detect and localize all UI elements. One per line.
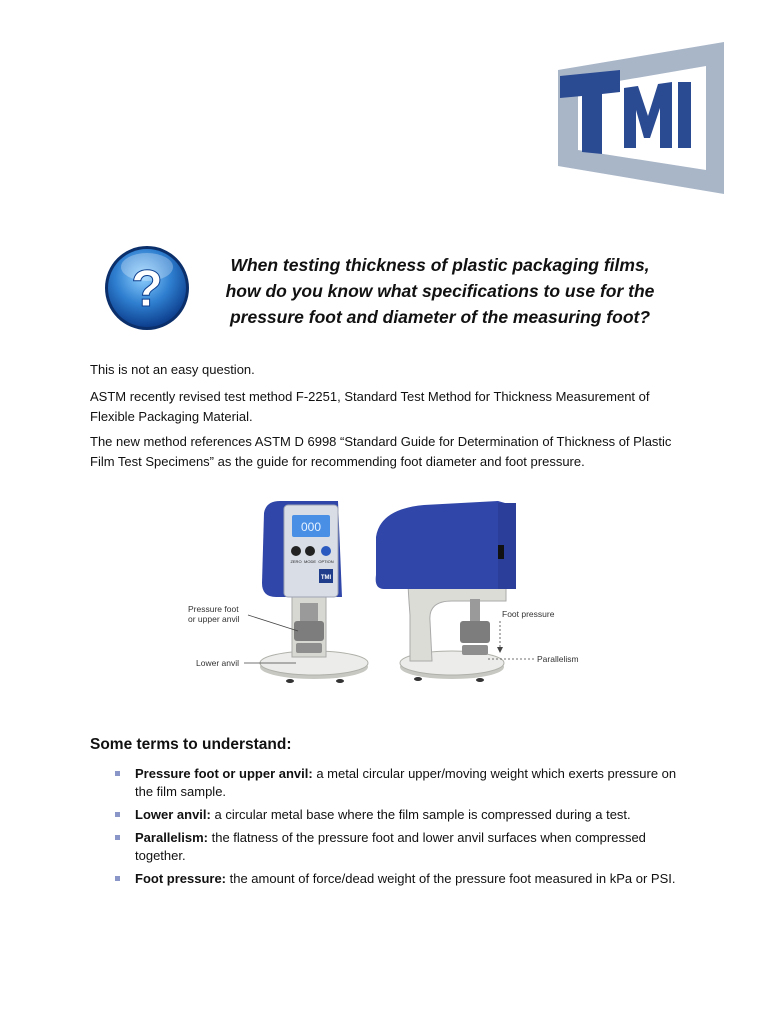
logo-text: TMI bbox=[556, 42, 558, 43]
device-badge: TMI bbox=[320, 575, 332, 581]
term-definition: a circular metal base where the film sample is compressed during a test. bbox=[210, 807, 631, 822]
term-name: Pressure foot or upper anvil: bbox=[135, 766, 313, 781]
astm-revision-paragraph: ASTM recently revised test method F-2251, Standard Test Method for Thickness Measurement of Flexible Packaging Material. bbox=[90, 389, 650, 424]
terms-heading: Some terms to understand: bbox=[90, 736, 292, 753]
term-name: Lower anvil: bbox=[135, 807, 211, 822]
button-mode-label: MODE bbox=[304, 559, 316, 564]
term-item-foot-pressure bbox=[113, 870, 693, 888]
question-icon bbox=[103, 243, 191, 333]
bullet-icon bbox=[115, 771, 120, 776]
term-item-lower-anvil bbox=[113, 806, 693, 824]
question-line-2: how do you know what specifications to use for the bbox=[225, 281, 655, 301]
term-name: Foot pressure: bbox=[135, 871, 227, 886]
terms-list bbox=[113, 765, 693, 893]
display-readout: 000 bbox=[300, 520, 322, 534]
bullet-icon bbox=[115, 835, 120, 840]
question-mark: ? bbox=[131, 260, 163, 318]
astm-reference-paragraph: The new method references ASTM D 6998 “Standard Guide for Determination of Thickness of Plastic Film Test Specimens” as the guide for recommending foot diameter and foot pressure. bbox=[90, 434, 672, 469]
front-view-device bbox=[260, 501, 368, 683]
button-zero-label: ZERO bbox=[290, 559, 302, 564]
term-definition: the flatness of the pressure foot and lower anvil surfaces when compressed together. bbox=[135, 830, 646, 863]
button-option-label: OPTION bbox=[318, 559, 334, 564]
term-definition: the amount of force/dead weight of the pressure foot measured in kPa or PSI. bbox=[226, 871, 676, 886]
term-item-pressure-foot bbox=[113, 765, 693, 801]
question-line-3: pressure foot and diameter of the measuring foot? bbox=[229, 307, 651, 327]
thickness-tester-figure bbox=[180, 485, 600, 710]
callout-lower-anvil: Lower anvil bbox=[196, 658, 239, 668]
term-item-parallelism bbox=[113, 829, 693, 865]
callout-pressure-foot-line1: Pressure foot bbox=[188, 604, 239, 614]
term-definition: a metal circular upper/moving weight which exerts pressure on the film sample. bbox=[135, 766, 677, 799]
bullet-icon bbox=[115, 876, 120, 881]
question-heading bbox=[205, 252, 675, 330]
callout-parallelism: Parallelism bbox=[537, 654, 579, 664]
bullet-icon bbox=[115, 812, 120, 817]
side-view-device bbox=[376, 501, 516, 682]
tmi-logo bbox=[556, 42, 726, 194]
intro-paragraph: This is not an easy question. bbox=[90, 362, 255, 377]
term-name: Parallelism: bbox=[135, 830, 208, 845]
question-line-1: When testing thickness of plastic packaging films, bbox=[230, 255, 650, 275]
callout-foot-pressure: Foot pressure bbox=[502, 609, 555, 619]
callout-pressure-foot-line2: or upper anvil bbox=[188, 614, 240, 624]
